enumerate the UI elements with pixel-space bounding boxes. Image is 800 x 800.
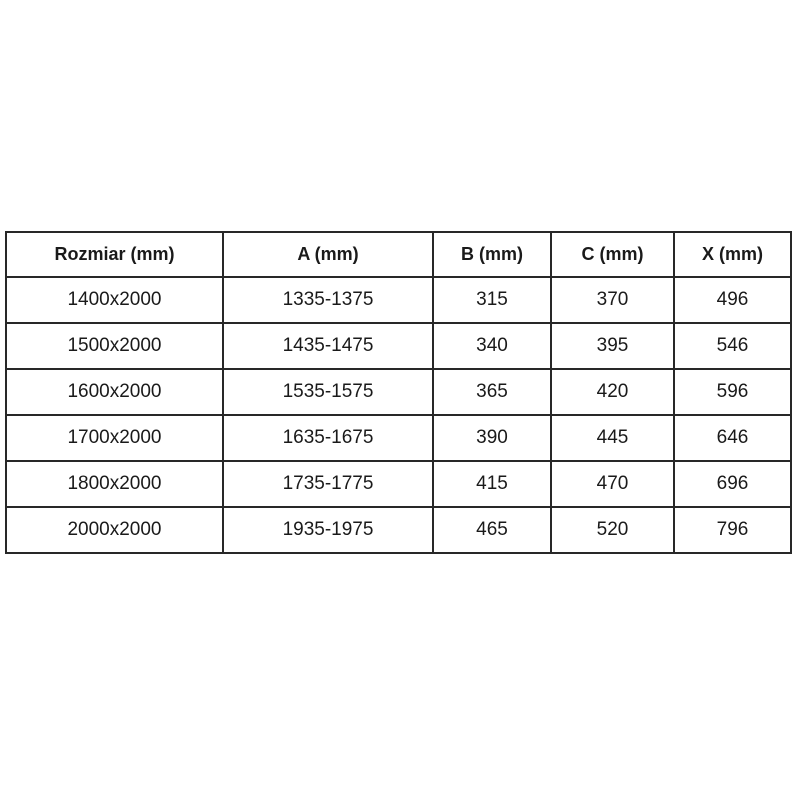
cell-x: 696 [674,461,791,507]
cell-c: 420 [551,369,674,415]
column-header-rozmiar: Rozmiar (mm) [6,232,223,277]
column-header-c: C (mm) [551,232,674,277]
cell-b: 365 [433,369,551,415]
cell-rozmiar: 1700x2000 [6,415,223,461]
table-row [6,461,791,507]
table-header-row [6,232,791,277]
cell-a: 1435-1475 [223,323,433,369]
cell-c: 395 [551,323,674,369]
column-header-a: A (mm) [223,232,433,277]
cell-a: 1335-1375 [223,277,433,323]
cell-x: 596 [674,369,791,415]
column-header-x: X (mm) [674,232,791,277]
cell-x: 546 [674,323,791,369]
cell-rozmiar: 2000x2000 [6,507,223,553]
cell-c: 520 [551,507,674,553]
table-row [6,277,791,323]
dimensions-table [5,231,792,554]
table-row [6,507,791,553]
cell-rozmiar: 1400x2000 [6,277,223,323]
table-row [6,369,791,415]
cell-x: 796 [674,507,791,553]
table-row [6,415,791,461]
cell-a: 1935-1975 [223,507,433,553]
cell-b: 415 [433,461,551,507]
cell-c: 370 [551,277,674,323]
cell-b: 390 [433,415,551,461]
cell-c: 445 [551,415,674,461]
cell-b: 340 [433,323,551,369]
table-row [6,323,791,369]
cell-rozmiar: 1800x2000 [6,461,223,507]
cell-rozmiar: 1500x2000 [6,323,223,369]
cell-b: 315 [433,277,551,323]
column-header-b: B (mm) [433,232,551,277]
cell-x: 496 [674,277,791,323]
cell-a: 1735-1775 [223,461,433,507]
cell-a: 1635-1675 [223,415,433,461]
cell-b: 465 [433,507,551,553]
cell-a: 1535-1575 [223,369,433,415]
cell-rozmiar: 1600x2000 [6,369,223,415]
cell-c: 470 [551,461,674,507]
cell-x: 646 [674,415,791,461]
